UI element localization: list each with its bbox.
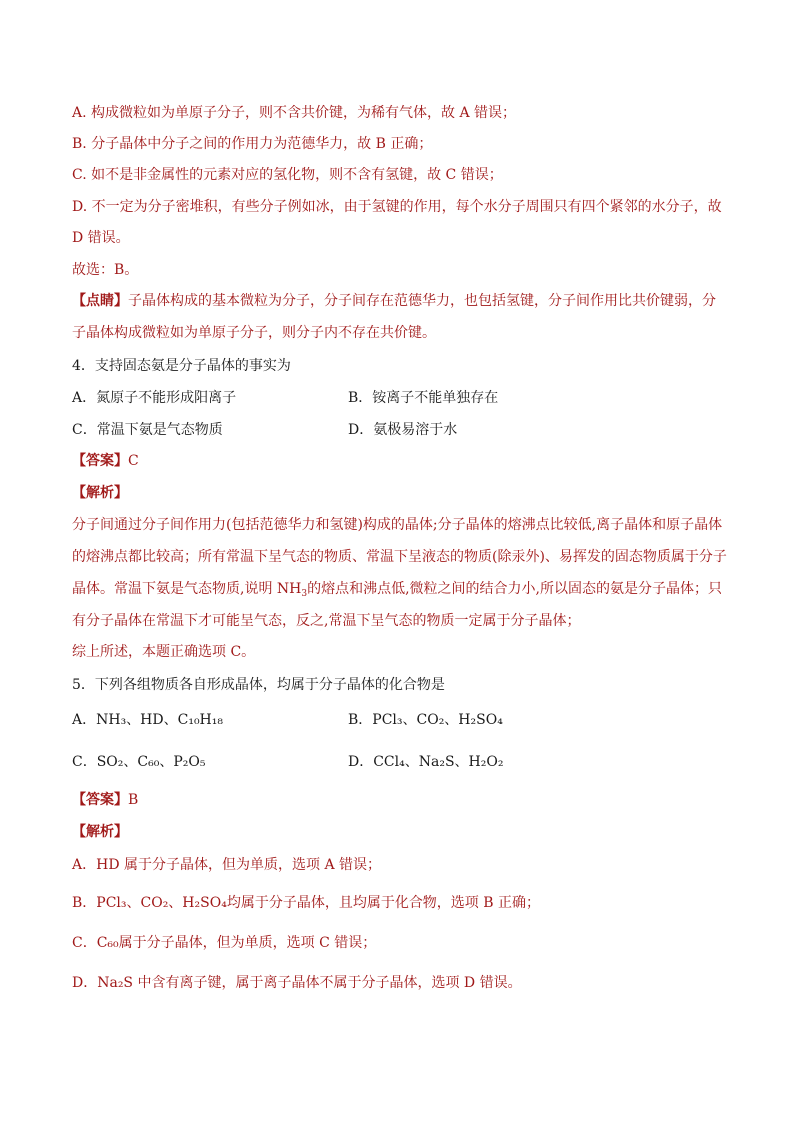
q5-stem: 5．下列各组物质各自形成晶体，均属于分子晶体的化合物是 <box>72 677 445 693</box>
q5-analysis-d: D．Na₂S 中含有离子键，属于离子晶体不属于分子晶体，选项 D 错误。 <box>72 975 522 991</box>
q4-analysis-tag: 【解析】 <box>72 485 128 501</box>
q5-analysis-b: B．PCl₃、CO₂、H₂SO₄均属于分子晶体，且均属于化合物，选项 B 正确； <box>72 895 541 911</box>
q4-option-a: A．氮原子不能形成阳离子 <box>72 390 237 406</box>
q3-analysis-c: C. 如不是非金属性的元素对应的氢化物，则不含有氢键，故 C 错误； <box>72 167 503 183</box>
q5-answer: 【答案】B <box>72 792 139 808</box>
q5-analysis-a: A．HD 属于分子晶体，但为单质，选项 A 错误； <box>72 857 382 873</box>
q5-options-row1 <box>72 710 503 730</box>
q5-analysis-tag: 【解析】 <box>72 824 128 840</box>
q3-comment-line1: 【点睛】子晶体构成的基本微粒为分子，分子间存在范德华力，也包括氢键，分子间作用比共价键弱，分 <box>72 293 716 309</box>
q3-analysis-a: A. 构成微粒如为单原子分子，则不含共价键，为稀有气体，故 A 错误； <box>72 105 517 121</box>
q4-analysis-line3: 晶体。常温下氨是气态物质,说明 $NH_3$的熔点和沸点低,微粒之间的结合力小,所以固态的氨是分子晶体；只 <box>72 581 722 599</box>
q4-analysis-line4: 有分子晶体在常温下才可能呈气态，反之,常温下呈气态的物质一定属于分子晶体； <box>72 613 581 629</box>
q4-option-c: C．常温下氨是气态物质 <box>72 422 223 438</box>
q5-option-a: A．NH₃、HD、C₁₀H₁₈ <box>72 712 223 728</box>
q3-analysis-d-line2: D 错误。 <box>72 230 130 246</box>
q4-option-d: D．氨极易溶于水 <box>348 422 458 438</box>
q4-options-row1 <box>72 388 499 408</box>
q4-summary: 综上所述，本题正确选项 C。 <box>72 644 256 660</box>
answer-tag: 【答案】 <box>72 792 128 808</box>
q3-answer: 故选：B。 <box>72 262 139 278</box>
q4-analysis-line2: 的熔沸点都比较高；所有常温下呈气态的物质、常温下呈液态的物质(除汞外)、易挥发的固态物质属于分子 <box>72 549 727 565</box>
q4-analysis-line1: 分子间通过分子间作用力(包括范德华力和氢键)构成的晶体;分子晶体的熔沸点比较低,离子晶体和原子晶体 <box>72 517 723 533</box>
q5-options-row2 <box>72 752 504 772</box>
q3-comment-line2: 子晶体构成微粒如为单原子分子，则分子内不存在共价键。 <box>72 325 436 341</box>
q5-option-b: B．PCl₃、CO₂、H₂SO₄ <box>348 712 503 728</box>
q5-option-d: D．CCl₄、Na₂S、H₂O₂ <box>348 754 504 770</box>
answer-tag: 【答案】 <box>72 453 128 469</box>
q3-analysis-d-line1: D. 不一定为分子密堆积，有些分子例如冰，由于氢键的作用，每个水分子周围只有四个紧邻的水分子，故 <box>72 199 722 215</box>
q5-analysis-c: C．C₆₀属于分子晶体，但为单质，选项 C 错误； <box>72 935 377 951</box>
q4-stem: 4．支持固态氨是分子晶体的事实为 <box>72 358 291 374</box>
q4-option-b: B．铵离子不能单独存在 <box>348 390 499 406</box>
q4-options-row2 <box>72 420 458 440</box>
q4-answer: 【答案】C <box>72 453 139 469</box>
q5-option-c: C．SO₂、C₆₀、P₂O₅ <box>72 754 206 770</box>
q3-analysis-b: B. 分子晶体中分子之间的作用力为范德华力，故 B 正确； <box>72 136 433 152</box>
comment-tag: 【点睛】 <box>72 293 128 309</box>
